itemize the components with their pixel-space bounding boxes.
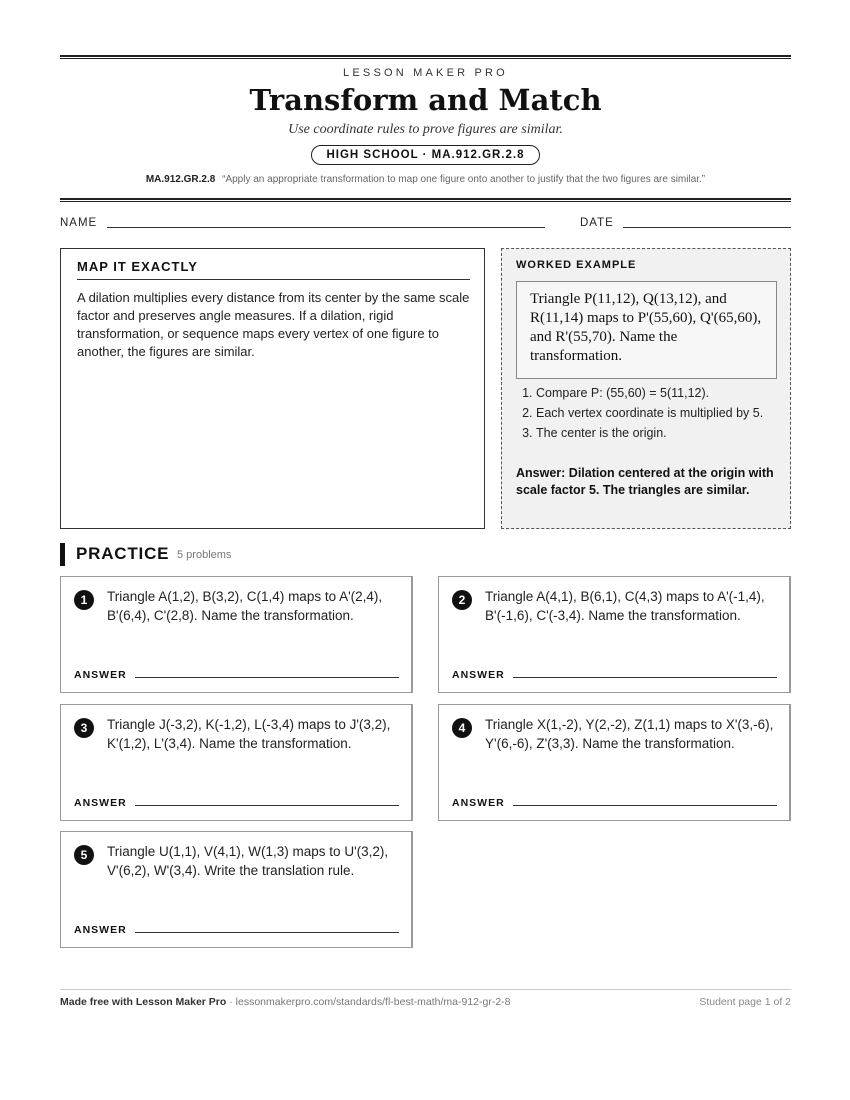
problem-text: Triangle U(1,1), V(4,1), W(1,3) maps to U'(3,2), V'(6,2), W'(3,4). Write the translation rule. [107, 844, 389, 878]
practice-count: 5 problems [177, 549, 232, 561]
footer-credit [60, 996, 511, 1008]
concept-body: A dilation multiplies every distance from its center by the same scale factor and preserves angle measures. If a dilation, rigid transformation, or sequence maps every vertex of one figure to another, the figures are similar. [77, 290, 470, 359]
problem-card-4 [438, 704, 791, 821]
problem-number-badge: 2 [452, 590, 472, 610]
grade-standard-badge: HIGH SCHOOL · MA.912.GR.2.8 [311, 145, 539, 165]
answer-label: ANSWER [452, 797, 505, 809]
worked-example-box [501, 248, 791, 529]
problem-text: Triangle A(4,1), B(6,1), C(4,3) maps to A'(-1,4), B'(-1,6), C'(-3,4). Name the transformation. [485, 589, 765, 623]
problem-number-badge: 5 [74, 845, 94, 865]
problem-card-5 [60, 831, 413, 948]
worksheet-page [60, 0, 791, 1100]
standard-text: “Apply an appropriate transformation to map one figure onto another to justify that the two figures are similar.” [222, 174, 706, 185]
problem-text: Triangle X(1,-2), Y(2,-2), Z(1,1) maps to X'(3,-6), Y'(6,-6), Z'(3,3). Name the transformation. [485, 717, 774, 751]
worked-example-step: 2. Each vertex coordinate is multiplied by 5. [536, 404, 798, 422]
date-label: DATE [580, 217, 614, 229]
header-top-rule [60, 55, 791, 59]
standard-code: MA.912.GR.2.8 [145, 174, 216, 185]
answer-label: ANSWER [452, 669, 505, 681]
date-field[interactable] [623, 227, 791, 228]
problem-text: Triangle J(-3,2), K(-1,2), L(-3,4) maps to J'(3,2), K'(1,2), L'(3,4). Name the transformation. [107, 717, 391, 751]
concept-box [60, 248, 485, 529]
answer-line-2[interactable] [513, 677, 777, 678]
worked-example-step: 3. The center is the origin. [536, 424, 798, 442]
worked-example-step: 1. Compare P: (55,60) = 5(11,12). [536, 384, 798, 402]
footer-made-with: Made free with Lesson Maker Pro [60, 996, 227, 1008]
problem-number-badge: 4 [452, 718, 472, 738]
answer-line-1[interactable] [135, 677, 399, 678]
header-bottom-rule [60, 198, 791, 202]
name-label: NAME [60, 217, 98, 229]
practice-heading: PRACTICE [76, 544, 170, 563]
name-field[interactable] [107, 227, 545, 228]
problem-card-1 [60, 576, 413, 693]
worked-example-steps [516, 384, 798, 444]
practice-accent-bar [60, 543, 65, 566]
answer-label: ANSWER [74, 924, 127, 936]
answer-line-3[interactable] [135, 805, 399, 806]
answer-line-5[interactable] [135, 932, 399, 933]
worked-example-answer: Answer: Dilation centered at the origin with scale factor 5. The triangles are similar. [516, 466, 774, 497]
page-subtitle: Use coordinate rules to prove figures are similar. [288, 122, 563, 137]
problem-card-3 [60, 704, 413, 821]
problem-text: Triangle A(1,2), B(3,2), C(1,4) maps to A'(2,4), B'(6,4), C'(2,8). Name the transformation. [107, 589, 383, 623]
brand-name: LESSON MAKER PRO [343, 67, 508, 79]
page-title: Transform and Match [249, 83, 602, 117]
answer-label: ANSWER [74, 669, 127, 681]
concept-heading: MAP IT EXACTLY [77, 259, 470, 280]
footer-page-number: Student page 1 of 2 [699, 996, 791, 1008]
answer-label: ANSWER [74, 797, 127, 809]
problem-card-2 [438, 576, 791, 693]
footer-url-link[interactable]: · lessonmakerpro.com/standards/fl-best-math/ma-912-gr-2-8 [229, 996, 511, 1008]
worked-example-heading: WORKED EXAMPLE [516, 259, 637, 271]
problem-number-badge: 3 [74, 718, 94, 738]
standard-statement [60, 174, 791, 185]
problem-number-badge: 1 [74, 590, 94, 610]
worked-example-problem: Triangle P(11,12), Q(13,12), and R(11,14) maps to P'(55,60), Q'(65,60), and R'(55,70). Name the transformation. [516, 281, 777, 379]
footer-rule [60, 989, 791, 990]
answer-line-4[interactable] [513, 805, 777, 806]
